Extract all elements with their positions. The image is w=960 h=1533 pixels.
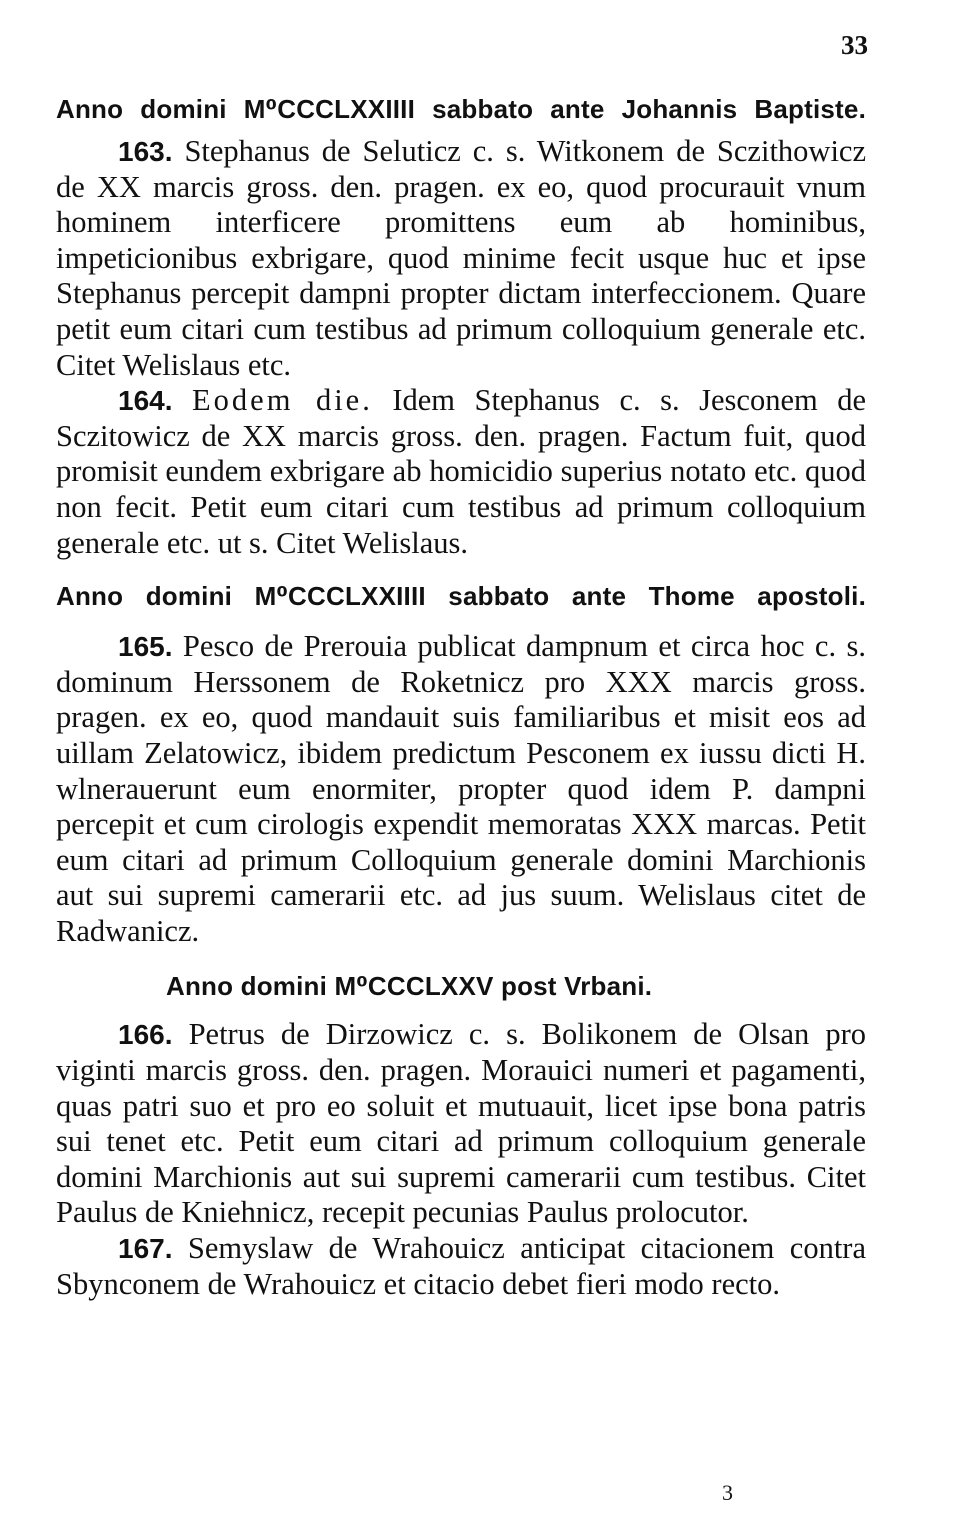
entry-number: 164. bbox=[118, 385, 173, 417]
entry-text: Pesco de Prerouia publicat dampnum et circa hoc c. s. dominum Herssonem de Roketnicz pro XXX marcis gross. pragen. ex eo, quod mandauit suis familiaribus et misit eos ad uillam Zelatowicz, ibidem predictum Pesconem ex iussu dicti H. wlnerauerunt eum enormiter, propter quod idem P. dampni percepit et cum cirologis expendit memoratas XXX marcas. Petit eum citari ad primum Colloquium generale domini Marchionis aut sui supremi camerarii etc. ad jus suum. Welislaus citet de Radwanicz. bbox=[56, 629, 866, 948]
page-content bbox=[56, 92, 866, 1302]
entry-number: 163. bbox=[118, 136, 173, 167]
entry-text: Idem Stephanus c. s. Jesconem de Sczitowicz de XX marcis gross. den. pragen. Factum fuit, quod promisit eundem exbrigare ab homicidio superius notato etc. quod non fecit. Petit eum citari cum testibus ad primum colloquium generale etc. ut s. Citet Welislaus. bbox=[56, 383, 867, 560]
entry-164 bbox=[56, 383, 866, 561]
entry-text: Semyslaw de Wrahouicz anticipat citacionem contra Sbynconem de Wrahouicz et citacio debet fieri modo recto. bbox=[56, 1231, 867, 1301]
entry-167 bbox=[56, 1231, 866, 1302]
entry-text: Petrus de Dirzowicz c. s. Bolikonem de Olsan pro viginti marcis gross. den. pragen. Morauici numeri et pagamenti, quas patri suo et pro eo soluit et mutuauit, licet ipse bona patris sui tenet etc. Petit eum citari ad primum colloquium generale domini Marchionis aut sui supremi camerarii cum testibus. Citet Paulus de Kniehnicz, recepit pecunias Paulus prolocutor. bbox=[56, 1017, 866, 1230]
entry-165 bbox=[56, 629, 866, 949]
page-number: 33 bbox=[841, 30, 868, 60]
entry-text: Stephanus de Seluticz c. s. Witkonem de Sczithowicz de XX marcis gross. den. pragen. ex eo, quod procurauit vnum hominem interficere promittens eum ab hominibus, impeticionibus exbrigare, quod minime fecit usque huc et ipse Stephanus percepit dampni propter dictam interfeccionem. Quare petit eum citari cum testibus ad primum colloquium generale etc. Citet Welislaus etc. bbox=[56, 134, 866, 382]
entry-number: 167. bbox=[118, 1233, 173, 1265]
entry-number: 166. bbox=[118, 1019, 173, 1051]
signature-mark: 3 bbox=[722, 1480, 733, 1505]
entry-163 bbox=[56, 134, 866, 383]
entry-number: 165. bbox=[118, 631, 173, 663]
entry-166 bbox=[56, 1017, 866, 1231]
section-heading: Anno domini M⁰CCCLXXIIII sabbato ante Thome apostoli. bbox=[56, 581, 866, 612]
section-heading: Anno domini M⁰CCCLXXIIII sabbato ante Johannis Baptiste. bbox=[56, 94, 866, 124]
entry-date-phrase: Eodem die. bbox=[192, 383, 373, 418]
section-heading: Anno domini M⁰CCCLXXV post Vrbani. bbox=[166, 971, 653, 1002]
